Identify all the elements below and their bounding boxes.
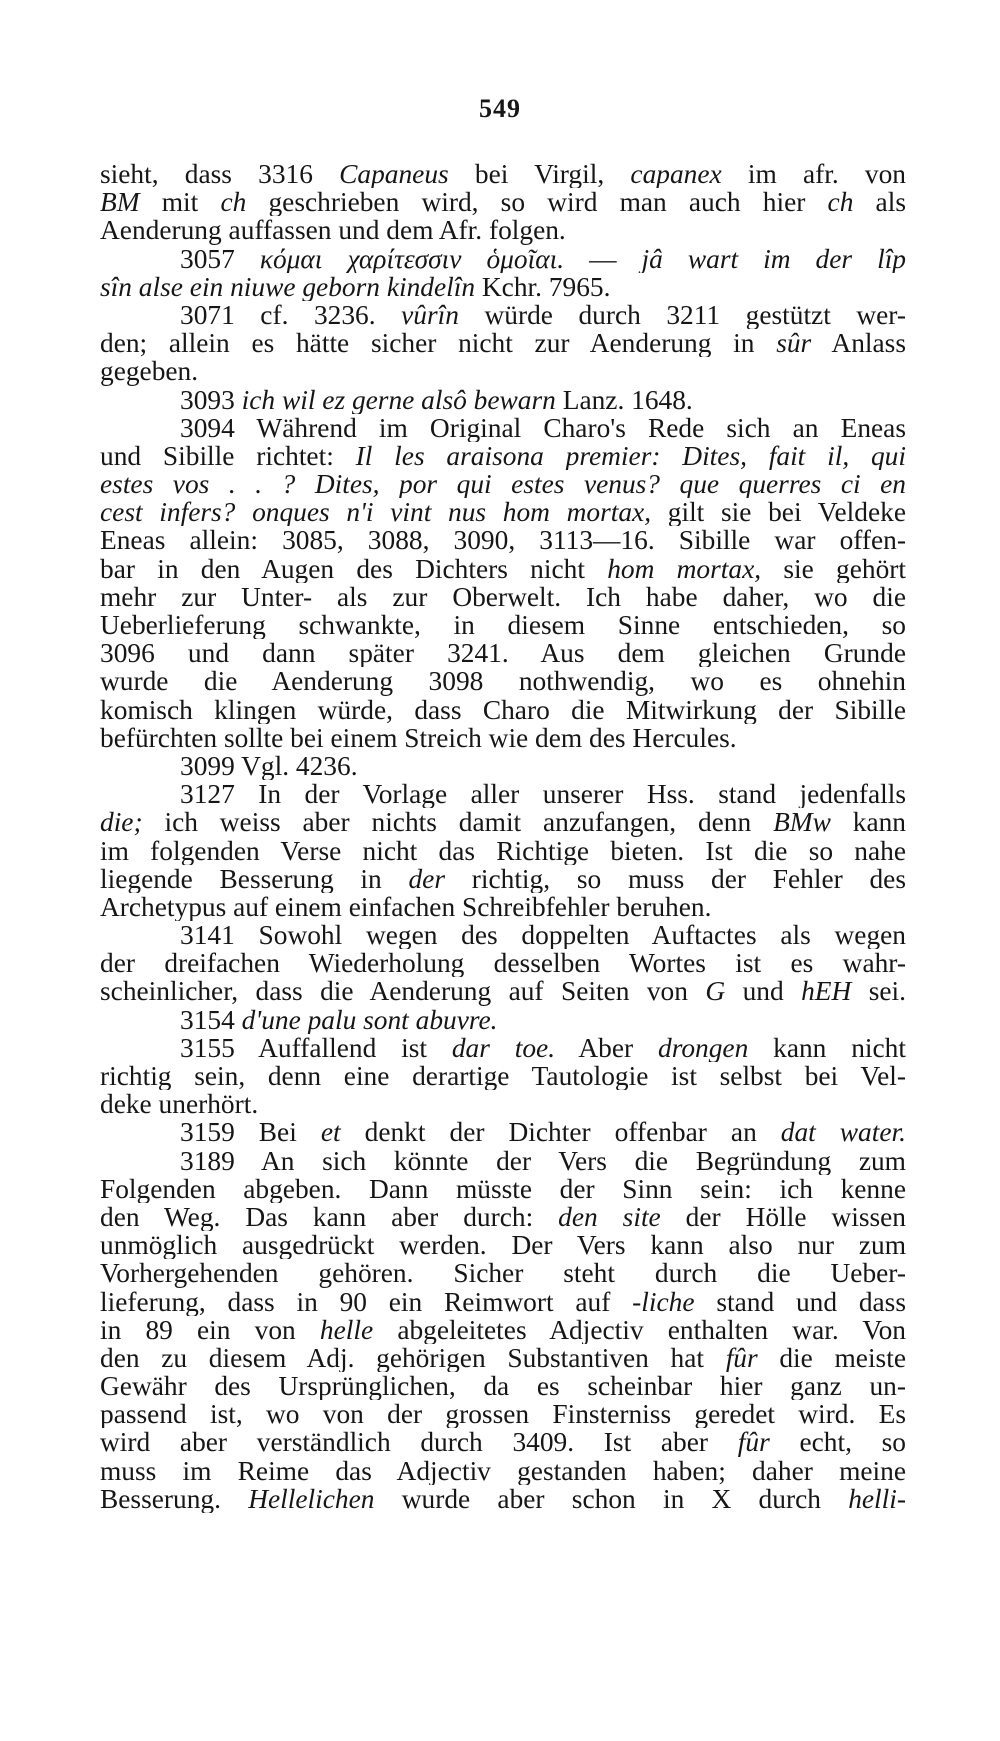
- text-line: [100, 386, 906, 414]
- text-run: Anlass: [811, 329, 906, 358]
- text-line: [100, 1485, 906, 1513]
- text-line: [100, 1147, 906, 1175]
- text-line: [100, 921, 906, 949]
- text-line: [100, 1118, 906, 1146]
- text-run: kann nicht: [748, 1033, 906, 1062]
- text-run: und: [725, 977, 802, 1006]
- text-line: [100, 583, 906, 611]
- italic-text: der: [408, 864, 445, 893]
- text-run: richtig sein, denn eine derartige Tautologie ist selbst bei Vel-: [100, 1062, 906, 1091]
- italic-text: helli-: [848, 1484, 906, 1513]
- italic-text: Il les araisona premier: Dites, fait il, qui: [355, 441, 906, 471]
- text-run: im afr. von: [721, 160, 906, 189]
- italic-text: Capaneus: [339, 160, 449, 189]
- text-run: 3159 Bei: [180, 1118, 321, 1147]
- italic-text: hEH: [801, 977, 852, 1006]
- text-run: 3127 In der Vorlage aller unserer Hss. stand jedenfalls: [180, 780, 906, 809]
- text-run: 3093: [180, 385, 242, 414]
- italic-text: die;: [100, 808, 143, 837]
- italic-text: G: [705, 977, 726, 1006]
- text-run: den; allein es hätte sicher nicht zur Aenderung in: [100, 329, 777, 358]
- text-run: Ueberlieferung schwankte, in diesem Sinne entschieden, so: [100, 611, 906, 640]
- text-run: Kchr. 7965.: [475, 272, 611, 301]
- text-run: denkt der Dichter offenbar an: [340, 1118, 781, 1147]
- text-run: wird aber verständlich durch 3409. Ist aber: [100, 1428, 738, 1457]
- text-run: die meiste: [757, 1343, 906, 1373]
- text-run: sieht, dass 3316: [100, 160, 340, 189]
- text-line: [100, 611, 906, 639]
- text-run: mehr zur Unter- als zur Oberwelt. Ich habe daher, wo die: [100, 582, 906, 611]
- italic-text: den site: [558, 1202, 661, 1232]
- text-line: [100, 216, 906, 244]
- italic-text: jâ wart im der lîp: [641, 244, 906, 273]
- text-run: würde durch 3211 gestützt wer-: [458, 300, 906, 330]
- italic-text: BM: [100, 188, 140, 217]
- italic-text: hom mortax,: [607, 554, 762, 583]
- text-run: gegeben.: [100, 357, 199, 386]
- italic-text: sûr: [776, 329, 812, 358]
- italic-text: et: [320, 1118, 341, 1147]
- text-run: deke unerhört.: [100, 1090, 259, 1119]
- italic-text: estes vos . . ? Dites, por qui estes venus? que querres ci en: [100, 470, 906, 499]
- text-run: mit: [139, 188, 221, 217]
- text-run: in 89 ein von: [100, 1315, 320, 1344]
- italic-text: d'une palu sont abuvre.: [241, 1005, 498, 1034]
- text-run: wurde aber schon in X durch: [374, 1484, 849, 1513]
- italic-text: dar toe.: [451, 1033, 556, 1062]
- text-line: [100, 780, 906, 808]
- text-run: 3155 Auffallend ist: [180, 1033, 452, 1062]
- text-run: 3141 Sowohl wegen des doppelten Auftactes als wegen: [180, 921, 906, 950]
- text-line: [100, 667, 906, 695]
- text-run: Aenderung auffassen und dem Afr. folgen.: [100, 216, 566, 245]
- text-run: stand und dass: [694, 1287, 906, 1316]
- text-run: 3096 und dann später 3241. Aus dem gleichen Grunde: [100, 639, 906, 668]
- text-line: [100, 1203, 906, 1231]
- text-run: kann: [830, 808, 906, 837]
- text-run: den Weg. Das kann aber durch:: [100, 1202, 559, 1232]
- text-line: [100, 724, 906, 752]
- italic-text: sîn alse ein niuwe geborn kindelîn: [100, 272, 476, 301]
- text-line: [100, 1372, 906, 1400]
- text-run: 3099 Vgl. 4236.: [180, 751, 358, 781]
- italic-text: dat water.: [780, 1118, 906, 1147]
- text-run: sie gehört: [761, 554, 906, 583]
- text-line: [100, 977, 906, 1005]
- text-run: 3057: [180, 244, 260, 273]
- text-run: richtig, so muss der Fehler des: [444, 864, 906, 893]
- commentary-body: [100, 160, 906, 1513]
- italic-text: -liche: [632, 1287, 695, 1316]
- text-run: Aber: [555, 1033, 658, 1062]
- italic-text: drongen: [658, 1033, 749, 1062]
- text-run: geschrieben wird, so wird man auch hier: [246, 188, 828, 217]
- text-line: [100, 245, 906, 273]
- text-line: [100, 357, 906, 385]
- text-run: ich weiss aber nichts damit anzufangen, denn: [142, 808, 774, 837]
- text-line: [100, 273, 906, 301]
- text-run: Folgenden abgeben. Dann müsste der Sinn sein: ich kenne: [100, 1174, 906, 1203]
- text-run: befürchten sollte bei einem Streich wie dem des Hercules.: [100, 723, 737, 752]
- text-run: liegende Besserung in: [100, 864, 409, 893]
- text-line: [100, 1062, 906, 1090]
- text-line: [100, 301, 906, 329]
- text-line: [100, 837, 906, 865]
- italic-text: ch: [827, 188, 854, 217]
- text-run: echt, so: [769, 1428, 906, 1457]
- italic-text: Hellelichen: [248, 1484, 375, 1513]
- text-line: [100, 470, 906, 498]
- text-run: der Hölle wissen: [660, 1202, 906, 1232]
- text-run: als: [853, 188, 906, 217]
- text-line: [100, 1400, 906, 1428]
- text-line: [100, 893, 906, 921]
- text-run: bei Virgil,: [448, 160, 631, 189]
- text-run: gilt sie bei Veldeke: [651, 498, 906, 527]
- text-line: [100, 329, 906, 357]
- italic-text: cest infers? onques n'i vint nus hom mortax,: [100, 498, 652, 527]
- text-line: [100, 1316, 906, 1344]
- text-line: [100, 1034, 906, 1062]
- text-run: 3071 cf. 3236.: [180, 300, 402, 330]
- page-number: 549: [479, 94, 521, 123]
- text-run: Lanz. 1648.: [555, 385, 693, 414]
- text-run: 3189 An sich könnte der Vers die Begründung zum: [180, 1146, 906, 1175]
- text-line: [100, 696, 906, 724]
- text-run: scheinlicher, dass die Aenderung auf Seiten von: [100, 977, 706, 1006]
- text-line: [100, 160, 906, 188]
- text-line: [100, 442, 906, 470]
- text-run: lieferung, dass in 90 ein Reimwort auf: [100, 1287, 633, 1316]
- text-line: [100, 1006, 906, 1034]
- text-run: muss im Reime das Adjectiv gestanden haben; daher meine: [100, 1456, 906, 1485]
- text-run: 3094 Während im Original Charo's Rede sich an Eneas: [180, 413, 906, 442]
- text-line: [100, 526, 906, 554]
- text-line: [100, 865, 906, 893]
- text-line: [100, 1457, 906, 1485]
- text-line: [100, 1428, 906, 1456]
- text-run: abgeleitetes Adjectiv enthalten war. Von: [373, 1315, 906, 1344]
- text-run: Eneas allein: 3085, 3088, 3090, 3113—16. Sibille war offen-: [100, 526, 906, 555]
- text-line: [100, 1344, 906, 1372]
- text-run: passend ist, wo von der grossen Finsterniss geredet wird. Es: [100, 1400, 906, 1429]
- text-run: Archetypus auf einem einfachen Schreibfehler beruhen.: [100, 892, 712, 922]
- text-line: [100, 1175, 906, 1203]
- italic-text: vûrîn: [401, 300, 459, 330]
- italic-text: fûr: [725, 1343, 758, 1373]
- italic-text: ich wil ez gerne alsô bewarn: [241, 385, 556, 414]
- text-line: [100, 808, 906, 836]
- text-line: [100, 752, 906, 780]
- italic-text: κόμαι χαρίτεσσιν ὁμοῖαι.: [259, 244, 565, 273]
- text-run: unmöglich ausgedrückt werden. Der Vers kann also nur zum: [100, 1231, 906, 1260]
- text-run: bar in den Augen des Dichters nicht: [100, 554, 608, 583]
- italic-text: BMw: [773, 808, 831, 837]
- text-run: der dreifachen Wiederholung desselben Wortes ist es wahr-: [100, 949, 906, 978]
- text-line: [100, 1231, 906, 1259]
- text-run: 3154: [180, 1005, 242, 1034]
- text-line: [100, 414, 906, 442]
- text-run: sei.: [851, 977, 906, 1006]
- text-line: [100, 498, 906, 526]
- text-line: [100, 1259, 906, 1287]
- text-run: wurde die Aenderung 3098 nothwendig, wo es ohnehin: [100, 667, 906, 696]
- italic-text: helle: [319, 1315, 374, 1344]
- text-line: [100, 1090, 906, 1118]
- text-run: —: [564, 244, 642, 273]
- text-run: den zu diesem Adj. gehörigen Substantiven hat: [100, 1343, 726, 1373]
- text-line: [100, 1288, 906, 1316]
- text-run: Vorhergehenden gehören. Sicher steht durch die Ueber-: [100, 1259, 906, 1288]
- text-line: [100, 188, 906, 216]
- text-run: komisch klingen würde, dass Charo die Mitwirkung der Sibille: [100, 695, 906, 724]
- italic-text: capanex: [630, 160, 722, 189]
- italic-text: fûr: [737, 1428, 770, 1457]
- text-line: [100, 949, 906, 977]
- italic-text: ch: [220, 188, 247, 217]
- text-line: [100, 639, 906, 667]
- text-run: und Sibille richtet:: [100, 441, 356, 471]
- text-run: Besserung.: [100, 1484, 249, 1513]
- text-run: Gewähr des Ursprünglichen, da es scheinbar hier ganz un-: [100, 1372, 906, 1401]
- text-run: im folgenden Verse nicht das Richtige bieten. Ist die so nahe: [100, 836, 906, 865]
- text-line: [100, 555, 906, 583]
